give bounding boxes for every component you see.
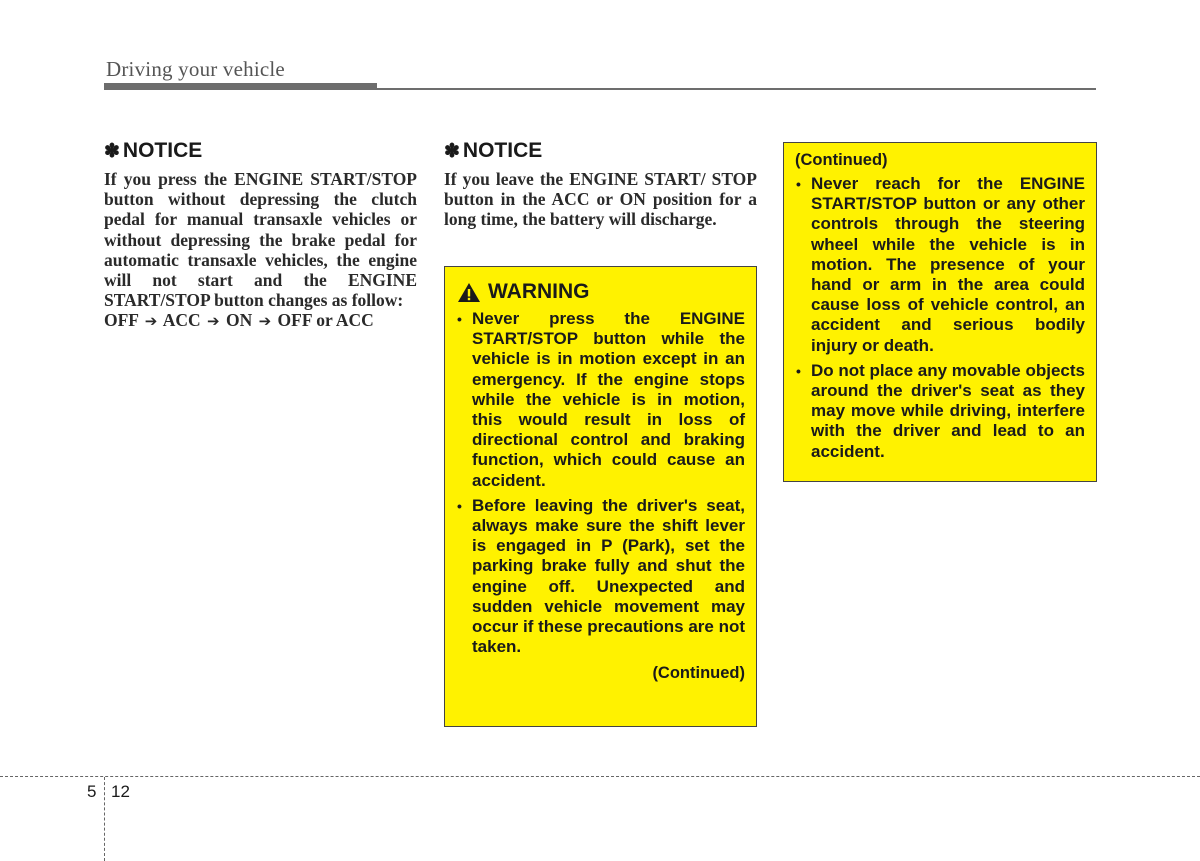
continued-label: (Continued) (795, 151, 888, 169)
bullet-icon: • (796, 176, 801, 192)
arrow-right-icon: ➔ (207, 312, 220, 331)
notice-heading (444, 138, 757, 165)
warning-list (456, 309, 745, 657)
notice-heading (104, 138, 417, 165)
list-item-text: Never press the ENGINE START/STOP button while the vehicle is in motion except in an emergency. If the engine stops while the vehicle is in motion, this would result in loss of directional control and braking function, which could cause an accident. (472, 309, 745, 490)
page-number: 12 (111, 782, 130, 801)
state-acc: ACC (162, 310, 201, 331)
list-item (456, 309, 745, 491)
warning-heading (456, 279, 745, 305)
notice-star-icon: ✽ (444, 141, 460, 162)
state-on: ON (225, 310, 253, 331)
warning-heading-label: WARNING (488, 280, 590, 303)
notice-heading-label: NOTICE (462, 139, 543, 162)
arrow-right-icon: ➔ (144, 312, 158, 331)
warning-list (795, 174, 1085, 462)
warning-box-2 (783, 142, 1097, 482)
list-item (456, 496, 745, 658)
list-item-text: Never reach for the ENGINE START/STOP button or any other controls through the steering wheel while the vehicle is in motion. The presence of your hand or arm in the area could cause loss of vehicle control, an accident and serious bodily injury or death. (811, 174, 1085, 355)
footer-rule (0, 776, 1200, 777)
continued-label: (Continued) (652, 664, 745, 683)
footer-divider (104, 777, 105, 861)
list-item (795, 361, 1085, 462)
section-title: Driving your vehicle (106, 57, 285, 81)
notice-body: If you press the ENGINE START/STOP button without depressing the clutch pedal for manual transaxle vehicles or without depressing the brake pedal for automatic transaxle vehicles, the engine will not start and the ENGINE START/STOP button changes as follow: (104, 169, 417, 311)
notice-heading-label: NOTICE (122, 139, 203, 162)
list-item-text: Do not place any movable objects around the driver's seat as they may move while driving, interfere with the driver and lead to an accident. (811, 360, 1085, 461)
warning-box-1 (444, 266, 757, 727)
bullet-icon: • (457, 311, 462, 327)
notice-block-1 (104, 138, 417, 332)
chapter-number: 5 (87, 782, 97, 801)
notice-star-icon: ✽ (104, 141, 120, 162)
list-item-text: Before leaving the driver's seat, always make sure the shift lever is engaged in P (Park), set the parking brake fully and shut the engine off. Unexpected and sudden vehicle movement may occur if these precautions are not taken. (472, 495, 746, 657)
header-rule-thick (104, 83, 377, 90)
warning-triangle-icon (457, 282, 481, 303)
state-off-or-acc: OFF or ACC (277, 310, 374, 331)
state-off: OFF (104, 310, 139, 331)
bullet-icon: • (796, 362, 801, 379)
arrow-right-icon: ➔ (258, 312, 272, 331)
header-rule-thin (377, 88, 1096, 90)
notice-body: If you leave the ENGINE START/ STOP button in the ACC or ON position for a long time, the battery will discharge. (444, 169, 757, 230)
notice-block-2 (444, 138, 757, 230)
bullet-icon: • (457, 497, 462, 514)
button-state-sequence (104, 310, 417, 331)
list-item (795, 174, 1085, 356)
